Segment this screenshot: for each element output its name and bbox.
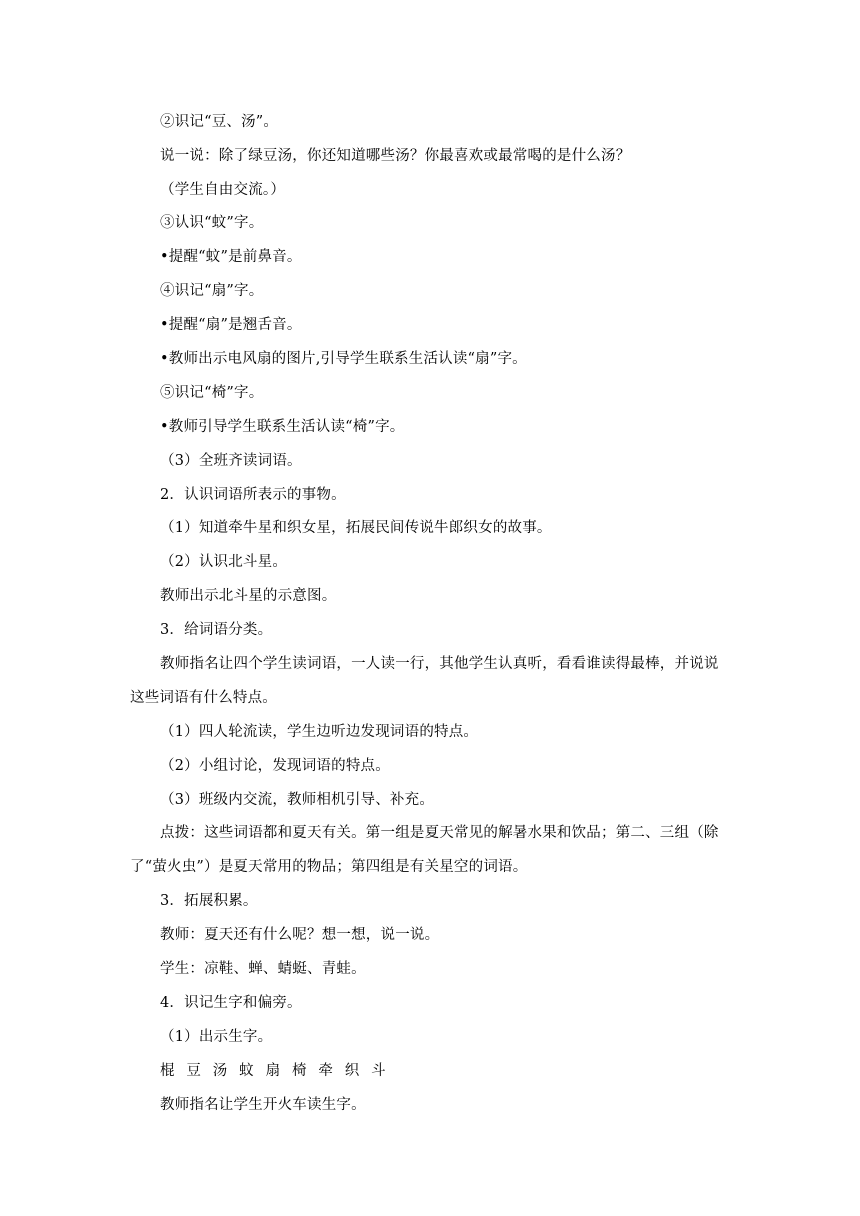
paragraph: 教师指名让四个学生读词语，一人读一行，其他学生认真听，看看谁读得最棒，并说说 <box>160 656 719 672</box>
paragraph: （2）小组讨论，发现词语的特点。 <box>160 758 390 774</box>
paragraph: 教师出示北斗星的示意图。 <box>160 588 337 604</box>
paragraph: （1）知道牵牛星和织女星，拓展民间传说牛郎织女的故事。 <box>160 520 552 536</box>
character-item: 棍 <box>160 1063 175 1079</box>
section-heading: 2．认识词语所表示的事物。 <box>160 487 346 503</box>
paragraph: 教师指名让学生开火车读生字。 <box>160 1097 366 1113</box>
character-item: 椅 <box>291 1063 307 1079</box>
paragraph: •提醒“扇”是翘舌音。 <box>160 317 302 333</box>
paragraph: （3）班级内交流，教师相机引导、补充。 <box>160 792 435 808</box>
paragraph: （2）认识北斗星。 <box>160 554 288 570</box>
character-item: 牵 <box>318 1063 334 1079</box>
section-heading: 3．拓展积累。 <box>160 893 258 909</box>
character-list <box>160 1061 398 1081</box>
paragraph: •教师引导学生联系生活认读“椅”字。 <box>160 419 405 435</box>
character-item: 织 <box>344 1063 360 1079</box>
paragraph: ④识记“扇”字。 <box>160 283 264 299</box>
paragraph: 说一说：除了绿豆汤，你还知道哪些汤？你最喜欢或最常喝的是什么汤？ <box>160 148 631 164</box>
paragraph: （3）全班齐读词语。 <box>160 453 302 469</box>
paragraph: （1）出示生字。 <box>160 1029 273 1045</box>
section-heading: 4．识记生字和偏旁。 <box>160 995 302 1011</box>
character-item: 斗 <box>371 1063 386 1079</box>
paragraph: 点拨：这些词语都和夏天有关。第一组是夏天常见的解暑水果和饮品；第二、三组（除 <box>160 825 719 841</box>
character-item: 汤 <box>212 1063 228 1079</box>
section-heading: 3．给词语分类。 <box>160 622 273 638</box>
paragraph: •教师出示电风扇的图片,引导学生联系生活认读“扇”字。 <box>160 351 527 367</box>
character-item: 豆 <box>186 1063 202 1079</box>
paragraph: ②识记“豆、汤”。 <box>160 114 279 130</box>
character-item: 蚊 <box>239 1063 254 1079</box>
paragraph: 这些词语有什么特点。 <box>130 690 277 706</box>
paragraph: 教师：夏天还有什么呢？想一想，说一说。 <box>160 927 440 943</box>
paragraph: （1）四人轮流读，学生边听边发现词语的特点。 <box>160 724 479 740</box>
paragraph: •提醒“蚊”是前鼻音。 <box>160 249 302 265</box>
character-item: 扇 <box>265 1063 281 1079</box>
paragraph: （学生自由交流。） <box>160 182 286 198</box>
paragraph: ⑤识记“椅”字。 <box>160 385 264 401</box>
paragraph: 学生：凉鞋、蝉、蜻蜓、青蛙。 <box>160 961 366 977</box>
paragraph: 了“萤火虫”）是夏天常用的物品；第四组是有关星空的词语。 <box>130 859 528 875</box>
paragraph: ③认识“蚊”字。 <box>160 215 264 231</box>
